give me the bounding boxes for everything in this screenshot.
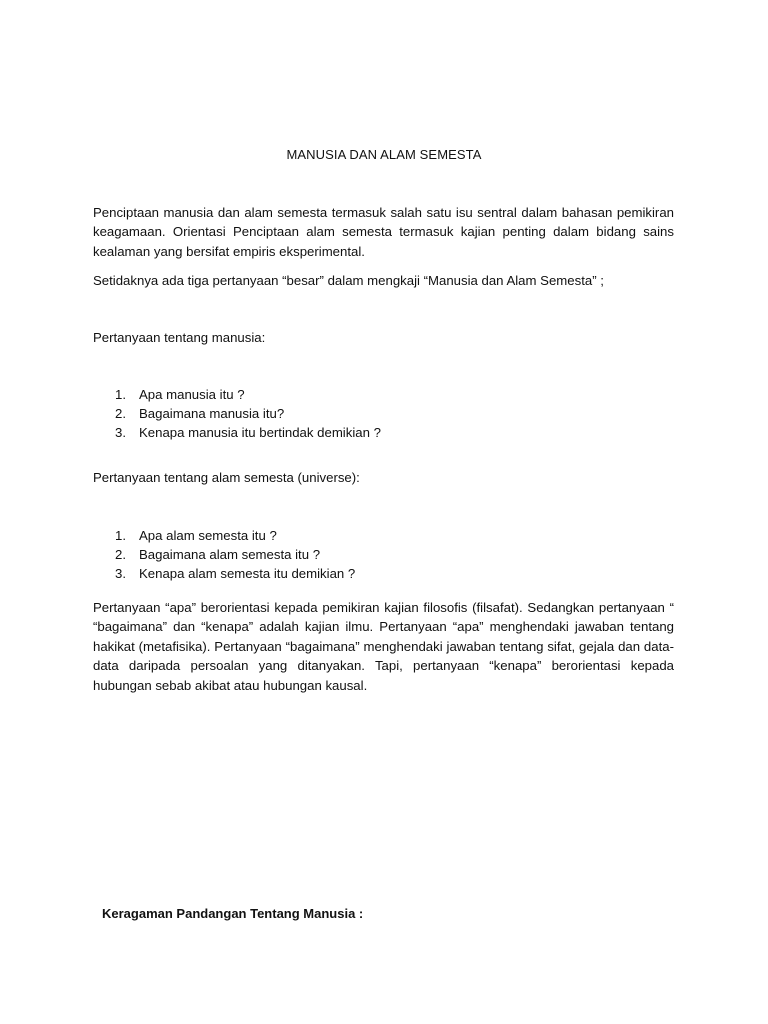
list-manusia (115, 385, 381, 443)
list-item (115, 423, 381, 442)
list-item-text: Bagaimana alam semesta itu ? (139, 547, 321, 563)
explanation-paragraph: Pertanyaan “apa” berorientasi kepada pemikiran kajian filosofis (filsafat). Sedangkan pertanyaan “ “bagaimana” dan “kenapa” adalah kajian ilmu. Pertanyaan “apa” menghendaki jawaban tentang hakikat (metafisika). Pertanyaan “bagaimana” menghendaki jawaban tentang sifat, gejala dan data-data daripada persoalan yang ditanyakan. Tapi, pertanyaan “kenapa” berorientasi kepada hubungan sebab akibat atau hubungan kausal. (93, 600, 674, 693)
list-item-text: Apa manusia itu ? (139, 387, 245, 402)
document-title: MANUSIA DAN ALAM SEMESTA (286, 147, 482, 162)
list-item (115, 526, 355, 545)
list-item-text: Kenapa alam semesta itu demikian ? (139, 566, 356, 582)
list-item-number: 3. (115, 566, 126, 582)
section-heading: Keragaman Pandangan Tentang Manusia : (102, 906, 364, 921)
heading-universe: Pertanyaan tentang alam semesta (universe): (93, 470, 360, 485)
list-item-number: 2. (115, 547, 126, 563)
list-item-number: 1. (115, 387, 126, 402)
list-universe (115, 526, 355, 584)
list-item-text: Apa alam semesta itu ? (139, 528, 277, 543)
list-item (115, 564, 355, 583)
heading-manusia: Pertanyaan tentang manusia: (93, 330, 266, 345)
list-item-text: Kenapa manusia itu bertindak demikian ? (139, 425, 381, 441)
list-item-number: 2. (115, 406, 126, 422)
intro-paragraph: Penciptaan manusia dan alam semesta termasuk salah satu isu sentral dalam bahasan pemikiran keagamaan. Orientasi Penciptaan alam semesta termasuk kajian penting dalam bidang sains kealaman yang bersifat empiris eksperimental. (93, 205, 674, 259)
questions-intro-paragraph: Setidaknya ada tiga pertanyaan “besar” dalam mengkaji “Manusia dan Alam Semesta” ; (93, 273, 604, 288)
list-item (115, 545, 355, 564)
list-item (115, 404, 381, 423)
list-item-number: 1. (115, 528, 126, 543)
list-item-text: Bagaimana manusia itu? (139, 406, 285, 422)
list-item (115, 385, 381, 404)
list-item-number: 3. (115, 425, 126, 441)
